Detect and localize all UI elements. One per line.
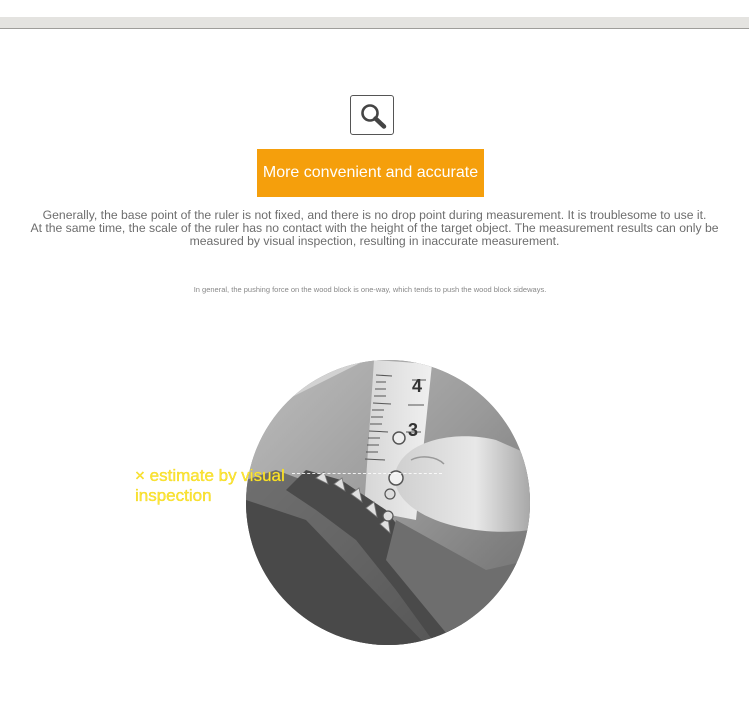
description-line: Generally, the base point of the ruler is not fixed, and there is no drop point during measurement. It is troublesome to use it. — [42, 208, 707, 222]
measurement-photo — [246, 360, 530, 645]
magnifier-icon — [350, 95, 394, 135]
ruler-mark: 3 — [408, 420, 419, 440]
description-line: measured by visual inspection, resulting in inaccurate measurement. — [189, 234, 560, 248]
description-text — [0, 209, 749, 248]
annotation-line: × estimate by visual — [135, 466, 285, 485]
feature-banner: More convenient and accurate — [257, 149, 484, 197]
annotation-line: inspection — [135, 486, 212, 505]
top-bar — [0, 0, 749, 18]
description-line: At the same time, the scale of the ruler has no contact with the height of the target object. The measurement results can only be — [30, 221, 719, 235]
ruler-mark: 4 — [412, 376, 423, 396]
top-divider-strip — [0, 17, 749, 29]
annotation-pointer-line — [292, 473, 442, 475]
small-note: In general, the pushing force on the wood block is one-way, which tends to push the wood block sideways. — [193, 285, 547, 294]
estimate-annotation — [135, 466, 285, 506]
